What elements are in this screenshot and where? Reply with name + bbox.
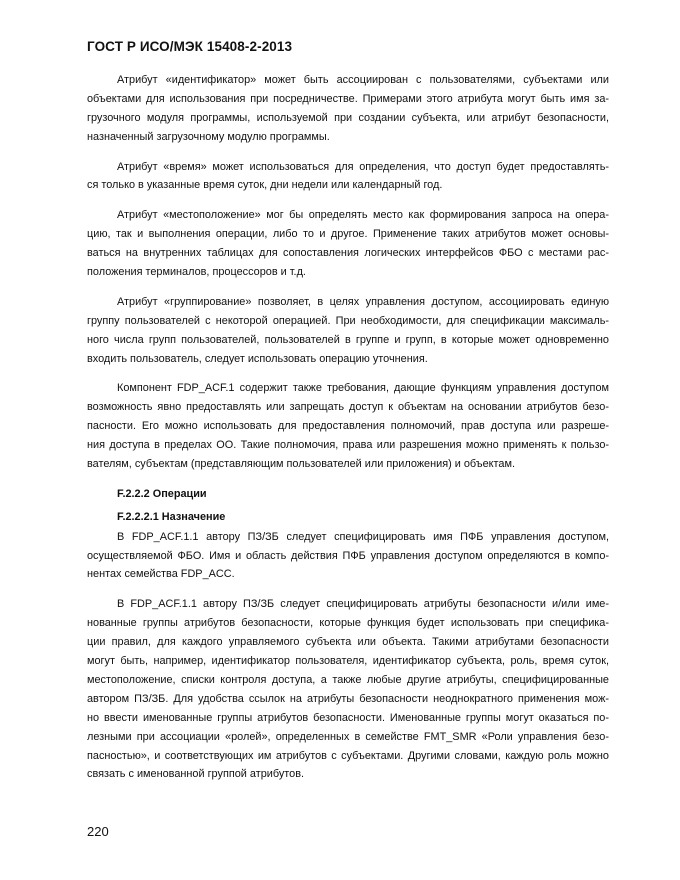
text-line: лезными при ассоциации «ролей», определенных в семействе FMT_SMR «Роли управления безо- [87,730,609,743]
text-line: ции правил, для каждого управляемого субъекта или объекта. Такими атрибутами безопасности [87,636,609,649]
text-line: назначенный загрузочному модулю программы. [87,130,330,143]
document-header: ГОСТ Р ИСО/МЭК 15408-2-2013 [87,39,293,54]
section-heading: F.2.2.2 Операции [117,487,207,500]
text-line: ния доступа в пределах ОО. Такие полномочия, права или разрешения можно применять к пользо- [87,439,609,452]
text-line: могут быть, например, идентификатор пользователя, идентификатор субъекта, роль, время суток, [87,655,609,668]
text-line: В FDP_ACF.1.1 автору ПЗ/ЗБ следует специфицировать атрибуты безопасности и/или име- [117,598,609,611]
text-line: ного числа групп пользователей, пользователей в группе и групп, в которые может одновременно [87,333,609,346]
text-line: но ввести именованные группы атрибутов безопасности. Именованные группы могут оказаться по- [87,711,609,724]
text-line: объектами для использования при посредничестве. Примерами этого атрибута могут быть имя за- [87,92,609,105]
paragraph [87,379,609,473]
text-line: пасностью», и соответствующих им атрибутов с субъектами. Другими словами, каждую роль можно [87,749,609,762]
text-line: осуществляемой ФБО. Имя и область действия ПФБ управления доступом определяются в компо- [87,549,609,562]
text-line: цию, так и выполнения операции, либо то и другое. Применение таких атрибутов может основы- [87,228,609,241]
text-line: положения терминалов, процессоров и т.д. [87,266,306,279]
text-line: связать с именованной группой атрибутов. [87,768,305,781]
paragraph [87,206,609,282]
text-line: ся только в указанные время суток, дни недели или календарный год. [87,179,443,192]
text-line: Атрибут «группирование» позволяет, в целях управления доступом, ассоциировать единую [117,295,609,308]
text-line: Атрибут «идентификатор» может быть ассоциирован с пользователями, субъектами или [117,74,609,86]
text-line: грузочного модуля программы, используемой при создании субъекта, или атрибут безопасности, [87,111,609,124]
text-line: автором ПЗ/ЗБ. Для удобства ссылок на атрибуты безопасности неоднократного применения мож- [87,692,609,705]
text-line: группу пользователей с некоторой операцией. При необходимости, для спецификации максималь- [87,314,609,327]
paragraph [87,71,609,147]
paragraph [87,528,609,585]
text-line: Атрибут «время» может использоваться для определения, что доступ будет предоставлять- [117,160,609,173]
paragraph [87,293,609,369]
paragraph [87,158,609,196]
text-line: нентах семейства FDP_ACC. [87,568,235,581]
text-line: Компонент FDP_ACF.1 содержит также требования, дающие функциям управления доступом [117,382,609,395]
text-line: Атрибут «местоположение» мог бы определять место как формирования запроса на опера- [117,209,609,222]
text-line: нованные группы атрибутов безопасности, которые функция будет использовать при специфика- [87,617,609,630]
text-line: В FDP_ACF.1.1 автору ПЗ/ЗБ следует специфицировать имя ПФБ управления доступом, [117,530,609,543]
subsection-heading: F.2.2.2.1 Назначение [117,510,226,523]
paragraph [87,595,609,784]
text-line: возможность явно предоставлять или запрещать доступ к объектам на основании атрибутов безо- [87,401,609,414]
text-line: местоположение, списки контроля доступа, а также любые другие атрибуты, специфицированные [87,673,609,686]
text-line: ваться на внутренних таблицах для сопоставления логических интерфейсов ФБО с местами рас- [87,247,609,260]
document-body [87,71,609,795]
text-line: вателям, субъектам (представляющим пользователей или приложения) и объектам. [87,458,515,471]
text-line: входить пользователь, следует использовать операцию уточнения. [87,352,428,365]
page-number: 220 [87,824,109,839]
text-line: пасности. Его можно использовать для предоставления полномочий, прав доступа или разреше- [87,420,609,433]
